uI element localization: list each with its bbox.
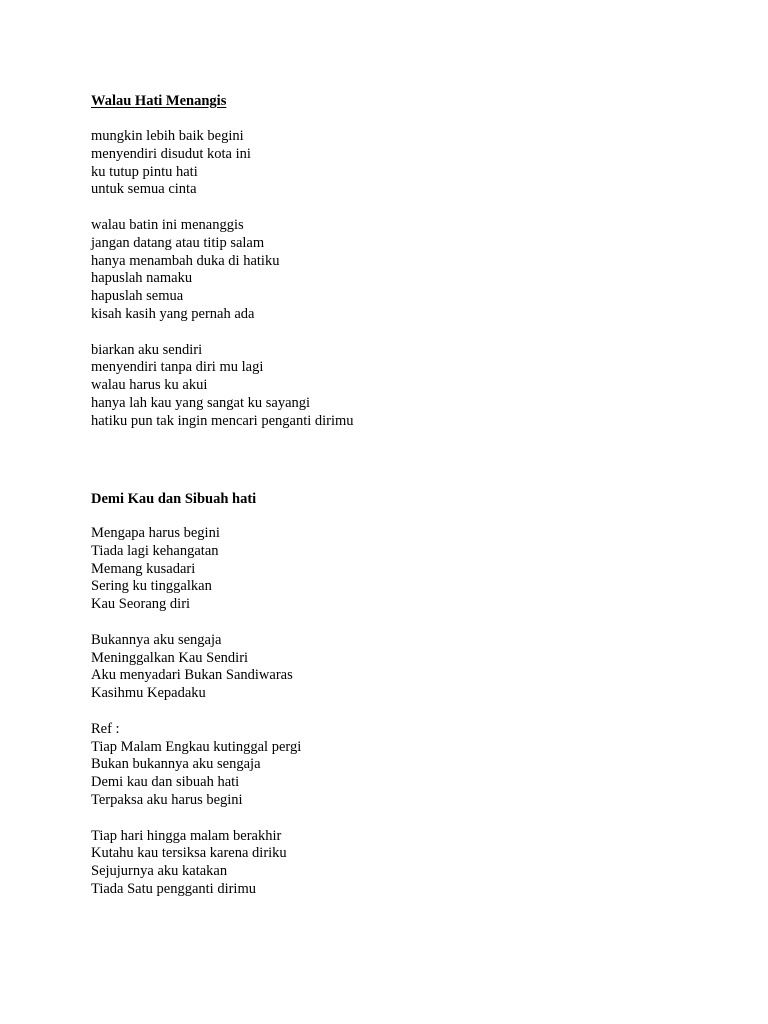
song-title: Walau Hati Menangis [91, 93, 227, 109]
lyric-line: mungkin lebih baik begini [91, 128, 244, 144]
stanza [91, 632, 301, 703]
lyric-line: Sering ku tinggalkan [91, 578, 212, 595]
lyric-line: menyendiri disudut kota ini [91, 145, 251, 162]
lyric-line: ku tutup pintu hati [91, 163, 198, 180]
lyric-line: Terpaksa aku harus begini [91, 791, 243, 808]
lyric-line: Tiap Malam Engkau kutinggal pergi [91, 738, 302, 755]
lyric-line: Bukannya aku sengaja [91, 631, 222, 648]
song-demi-kau-dan-sibuah-hati [91, 490, 301, 899]
stanza-gap [91, 703, 301, 721]
stanza [91, 217, 731, 324]
lyric-line: Mengapa harus begini [91, 525, 220, 541]
lyric-line: Tiap hari hingga malam berakhir [91, 827, 282, 844]
lyric-line: Meninggalkan Kau Sendiri [91, 649, 249, 666]
stanza [91, 128, 731, 199]
lyric-line: hapuslah namaku [91, 270, 193, 287]
song-walau-hati-menangis [91, 92, 731, 431]
lyric-line: walau batin ini menanggis [91, 216, 244, 233]
lyric-line: Memang kusadari [91, 560, 196, 577]
lyric-line: hatiku pun tak ingin mencari penganti dirimu [91, 412, 354, 429]
lyric-line: Aku menyadari Bukan Sandiwaras [91, 667, 293, 684]
lyric-line: Demi kau dan sibuah hati [91, 774, 240, 791]
lyric-line: hanya lah kau yang sangat ku sayangi [91, 394, 311, 411]
stanza-gap [91, 810, 301, 828]
lyric-line: Tiada Satu pengganti dirimu [91, 880, 256, 897]
lyric-line: jangan datang atau titip salam [91, 234, 265, 251]
stanza [91, 525, 301, 614]
lyric-line: Kau Seorang diri [91, 596, 191, 613]
lyric-line: biarkan aku sendiri [91, 341, 203, 358]
lyric-line: Sejujurnya aku katakan [91, 863, 228, 880]
lyric-line: Bukan bukannya aku sengaja [91, 756, 261, 773]
stanza-refrain [91, 721, 301, 810]
stanza-gap [91, 199, 731, 217]
lyric-line: untuk semua cinta [91, 181, 197, 198]
lyric-line: Tiada lagi kehangatan [91, 542, 219, 559]
lyric-line: menyendiri tanpa diri mu lagi [91, 359, 264, 376]
document-page [91, 92, 731, 897]
lyric-line: Kutahu kau tersiksa karena diriku [91, 845, 287, 862]
stanza-gap [91, 324, 731, 342]
lyric-line: kisah kasih yang pernah ada [91, 305, 255, 322]
stanza [91, 342, 731, 431]
refrain-label: Ref : [91, 720, 120, 737]
lyric-line: Kasihmu Kepadaku [91, 685, 206, 702]
lyric-line: hanya menambah duka di hatiku [91, 252, 280, 269]
song-title: Demi Kau dan Sibuah hati [91, 491, 257, 507]
lyric-line: walau harus ku akui [91, 377, 208, 394]
stanza-gap [91, 614, 301, 632]
stanza [91, 828, 301, 899]
lyric-line: hapuslah semua [91, 288, 184, 305]
